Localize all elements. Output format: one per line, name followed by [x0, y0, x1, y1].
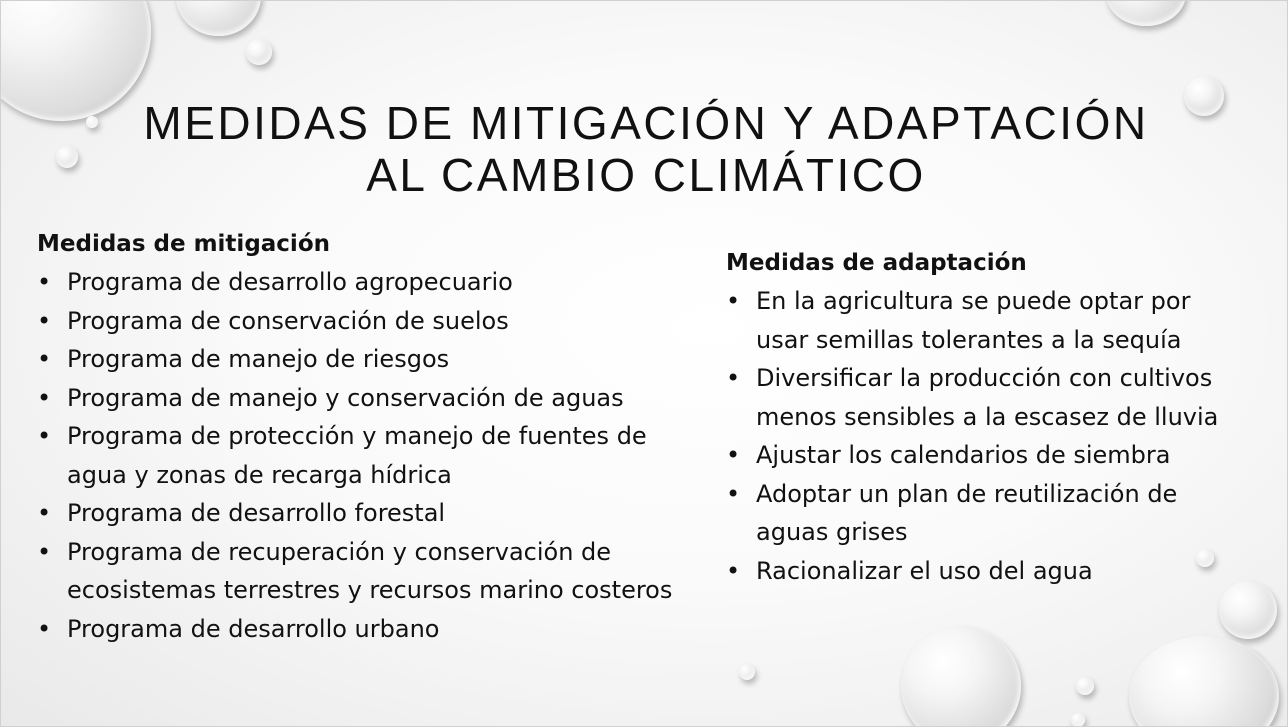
slide-title	[61, 97, 1231, 201]
bullet-icon: •	[37, 422, 52, 450]
list-item-text: En la agricultura se puede optar por usar semillas tolerantes a la sequía	[756, 287, 1191, 354]
bullet-icon: •	[726, 441, 741, 469]
list-item-text: Ajustar los calendarios de siembra	[756, 441, 1171, 469]
list-item	[37, 263, 677, 302]
water-drop-decoration	[1106, 0, 1186, 26]
bullet-icon: •	[37, 345, 52, 373]
list-item	[726, 475, 1246, 552]
list-item-text: Programa de desarrollo forestal	[67, 499, 446, 527]
list-item	[726, 359, 1246, 436]
list-item	[37, 610, 677, 649]
bullet-icon: •	[37, 383, 52, 412]
list-item-text: Programa de desarrollo urbano	[67, 614, 440, 643]
water-drop-decoration	[1071, 713, 1085, 727]
water-drop-decoration	[176, 0, 261, 36]
mitigation-list	[37, 263, 677, 648]
list-item	[37, 302, 677, 341]
bullet-icon: •	[37, 537, 52, 566]
adaptation-list	[726, 282, 1246, 590]
list-item-text: Programa de desarrollo agropecuario	[67, 268, 513, 296]
water-drop-decoration	[901, 626, 1021, 727]
list-item	[726, 282, 1246, 359]
list-item	[37, 494, 677, 533]
mitigation-column	[37, 225, 677, 648]
list-item-text: Programa de recuperación y conservación de ecosistemas terrestres y recursos marino costeros	[67, 537, 673, 604]
bullet-icon: •	[37, 614, 52, 643]
adaptation-column	[726, 244, 1246, 590]
slide-title-line-1: MEDIDAS DE MITIGACIÓN Y ADAPTACIÓN	[143, 97, 1149, 149]
water-drop-decoration	[1076, 677, 1094, 695]
list-item	[37, 379, 677, 418]
bullet-icon: •	[726, 287, 741, 315]
list-item	[726, 436, 1246, 475]
list-item-text: Programa de manejo de riesgos	[67, 345, 450, 373]
bullet-icon: •	[726, 364, 741, 392]
list-item-text: Programa de conservación de suelos	[67, 306, 509, 335]
list-item-text: Diversificar la producción con cultivos menos sensibles a la escasez de lluvia	[756, 364, 1219, 431]
bullet-icon: •	[37, 306, 52, 335]
adaptation-heading: Medidas de adaptación	[726, 250, 1027, 276]
bullet-icon: •	[37, 499, 52, 527]
list-item	[726, 552, 1246, 591]
list-item-text: Racionalizar el uso del agua	[756, 556, 1093, 585]
list-item	[37, 417, 677, 494]
water-drop-decoration	[739, 664, 755, 680]
list-item-text: Programa de manejo y conservación de aguas	[67, 383, 624, 412]
list-item-text: Programa de protección y manejo de fuentes de agua y zonas de recarga hídrica	[67, 422, 647, 489]
mitigation-heading: Medidas de mitigación	[37, 231, 330, 257]
water-drop-decoration	[246, 39, 272, 65]
bullet-icon: •	[726, 479, 741, 508]
list-item-text: Adoptar un plan de reutilización de aguas grises	[756, 479, 1178, 546]
slide-title-line-2: AL CAMBIO CLIMÁTICO	[366, 149, 926, 201]
water-drop-decoration	[1129, 636, 1279, 727]
list-item	[37, 340, 677, 379]
bullet-icon: •	[37, 268, 52, 296]
list-item	[37, 533, 677, 610]
bullet-icon: •	[726, 556, 741, 585]
